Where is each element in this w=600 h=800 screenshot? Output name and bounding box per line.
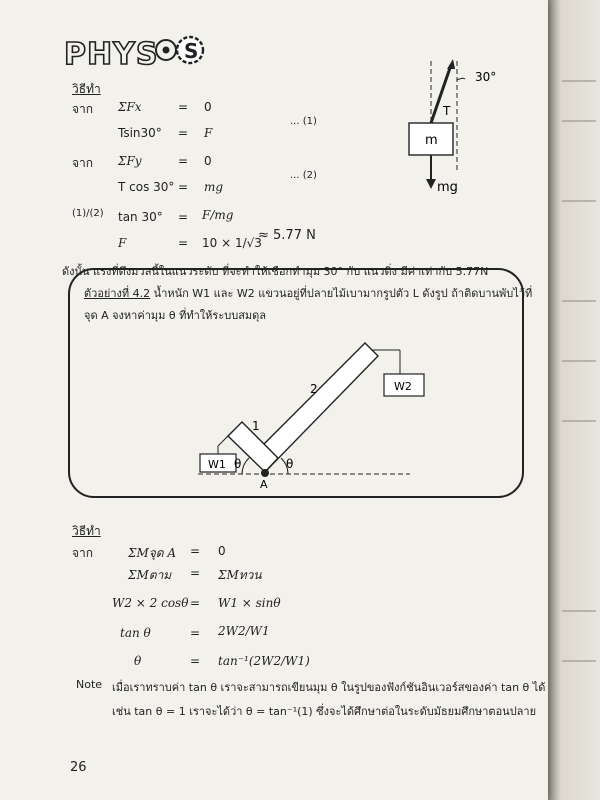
equation-lhs: W2 × 2 cosθ [112,596,189,610]
equals-sign: = [190,544,201,558]
line-prefix: จาก [72,156,94,170]
example-line1: น้ำหนัก W1 และ W2 แขวนอยู่ที่ปลายไม้เบามากรูปตัว L ดังรูป ถ้าติดบานพับไว้ที่ [153,287,533,300]
equation-rhs: tan⁻¹(2W2/W1) [218,654,310,668]
w1-label: W1 [208,458,226,471]
adjacent-page-edge [548,0,600,800]
equation-rhs: 0 [204,154,212,168]
equation-rhs: 10 × 1/√3 [202,236,262,250]
note-line2: เช่น tan θ = 1 เราจะได้ว่า θ = tan⁻¹(1) ซึ่งจะได้ศึกษาต่อในระดับมัธยมศึกษาตอนปลาย [112,705,537,718]
solution-title: วิธีทำ [72,82,101,96]
equals-sign: = [190,596,201,610]
equals-sign: = [178,100,189,114]
line-prefix: จาก [72,546,94,560]
page-number: 26 [70,760,87,775]
example-line2: จุด A จงหาค่ามุม θ ที่ทำให้ระบบสมดุล [84,309,267,322]
equals-sign: = [190,626,201,640]
equation-lhs: ΣMจุด A [128,546,177,560]
theta-label-left: θ [234,457,242,471]
w2-label: W2 [394,380,412,393]
equation-lhs: T cos 30° [118,180,175,194]
conclusion-text: ดังนั้น แรงที่ดึงมวลนี้ในแนวระดับ ที่จะทำให้เชือกทำมุม 30° กับ แนวดิ่ง มีค่าเท่ากับ 5.77N [62,265,489,278]
equation-lhs: ΣMตาม [128,568,172,582]
equation-lhs: tan 30° [118,210,163,224]
equation-rhs: 0 [218,544,226,558]
tension-label: T [443,104,451,118]
arrow-head [447,59,455,69]
result-value: ≈ 5.77 N [258,228,316,243]
equation-rhs: ΣMทวน [218,568,262,582]
equals-sign: = [190,566,201,580]
equation-lhs: F [118,236,127,250]
length-label-2: 2 [310,382,318,396]
l-lever-figure [190,318,430,488]
equation-lhs: ΣFy [118,154,142,168]
physics-logo [62,28,212,74]
solution-title: วิธีทำ [72,524,101,538]
equation-rhs: W1 × sinθ [218,596,281,610]
pivot-point [261,469,269,477]
equation-rhs: F [204,126,213,140]
equation-lhs: tan θ [120,626,151,640]
length-label-1: 1 [252,419,260,433]
note-label: Note [76,678,103,691]
equals-sign: = [178,180,189,194]
equation-rhs: 0 [204,100,212,114]
svg-text:S: S [184,39,199,63]
equals-sign: = [178,154,189,168]
line-prefix: (1)/(2) [72,208,104,219]
equals-sign: = [178,126,189,140]
svg-text:PHYS: PHYS [64,37,159,72]
hanging-mass-figure [395,55,515,205]
equation-lhs: θ [134,654,142,668]
equals-sign: = [190,654,201,668]
angle-label: 30° [475,70,497,84]
theta-label-right: θ [286,457,294,471]
line-prefix: จาก [72,102,94,116]
equation-lhs: ΣFx [118,100,142,114]
equation-rhs: F/mg [202,208,234,222]
example-text [84,284,532,302]
equals-sign: = [178,210,189,224]
pivot-label: A [260,478,268,488]
weight-label: mg [437,180,458,195]
equals-sign: = [178,236,189,250]
equation-rhs: mg [204,180,224,194]
equation-number: ... (1) [290,116,317,127]
note-line1: เมื่อเราทราบค่า tan θ เราจะสามารถเขียนมุม θ ในรูปของฟังก์ชันอินเวอร์สของค่า tan θ ได้ [112,681,546,694]
equation-rhs: 2W2/W1 [218,624,270,638]
equation-lhs: Tsin30° [118,126,162,140]
equation-number: ... (2) [290,170,317,181]
mass-label: m [425,133,438,148]
example-title: ตัวอย่างที่ 4.2 [84,287,151,300]
